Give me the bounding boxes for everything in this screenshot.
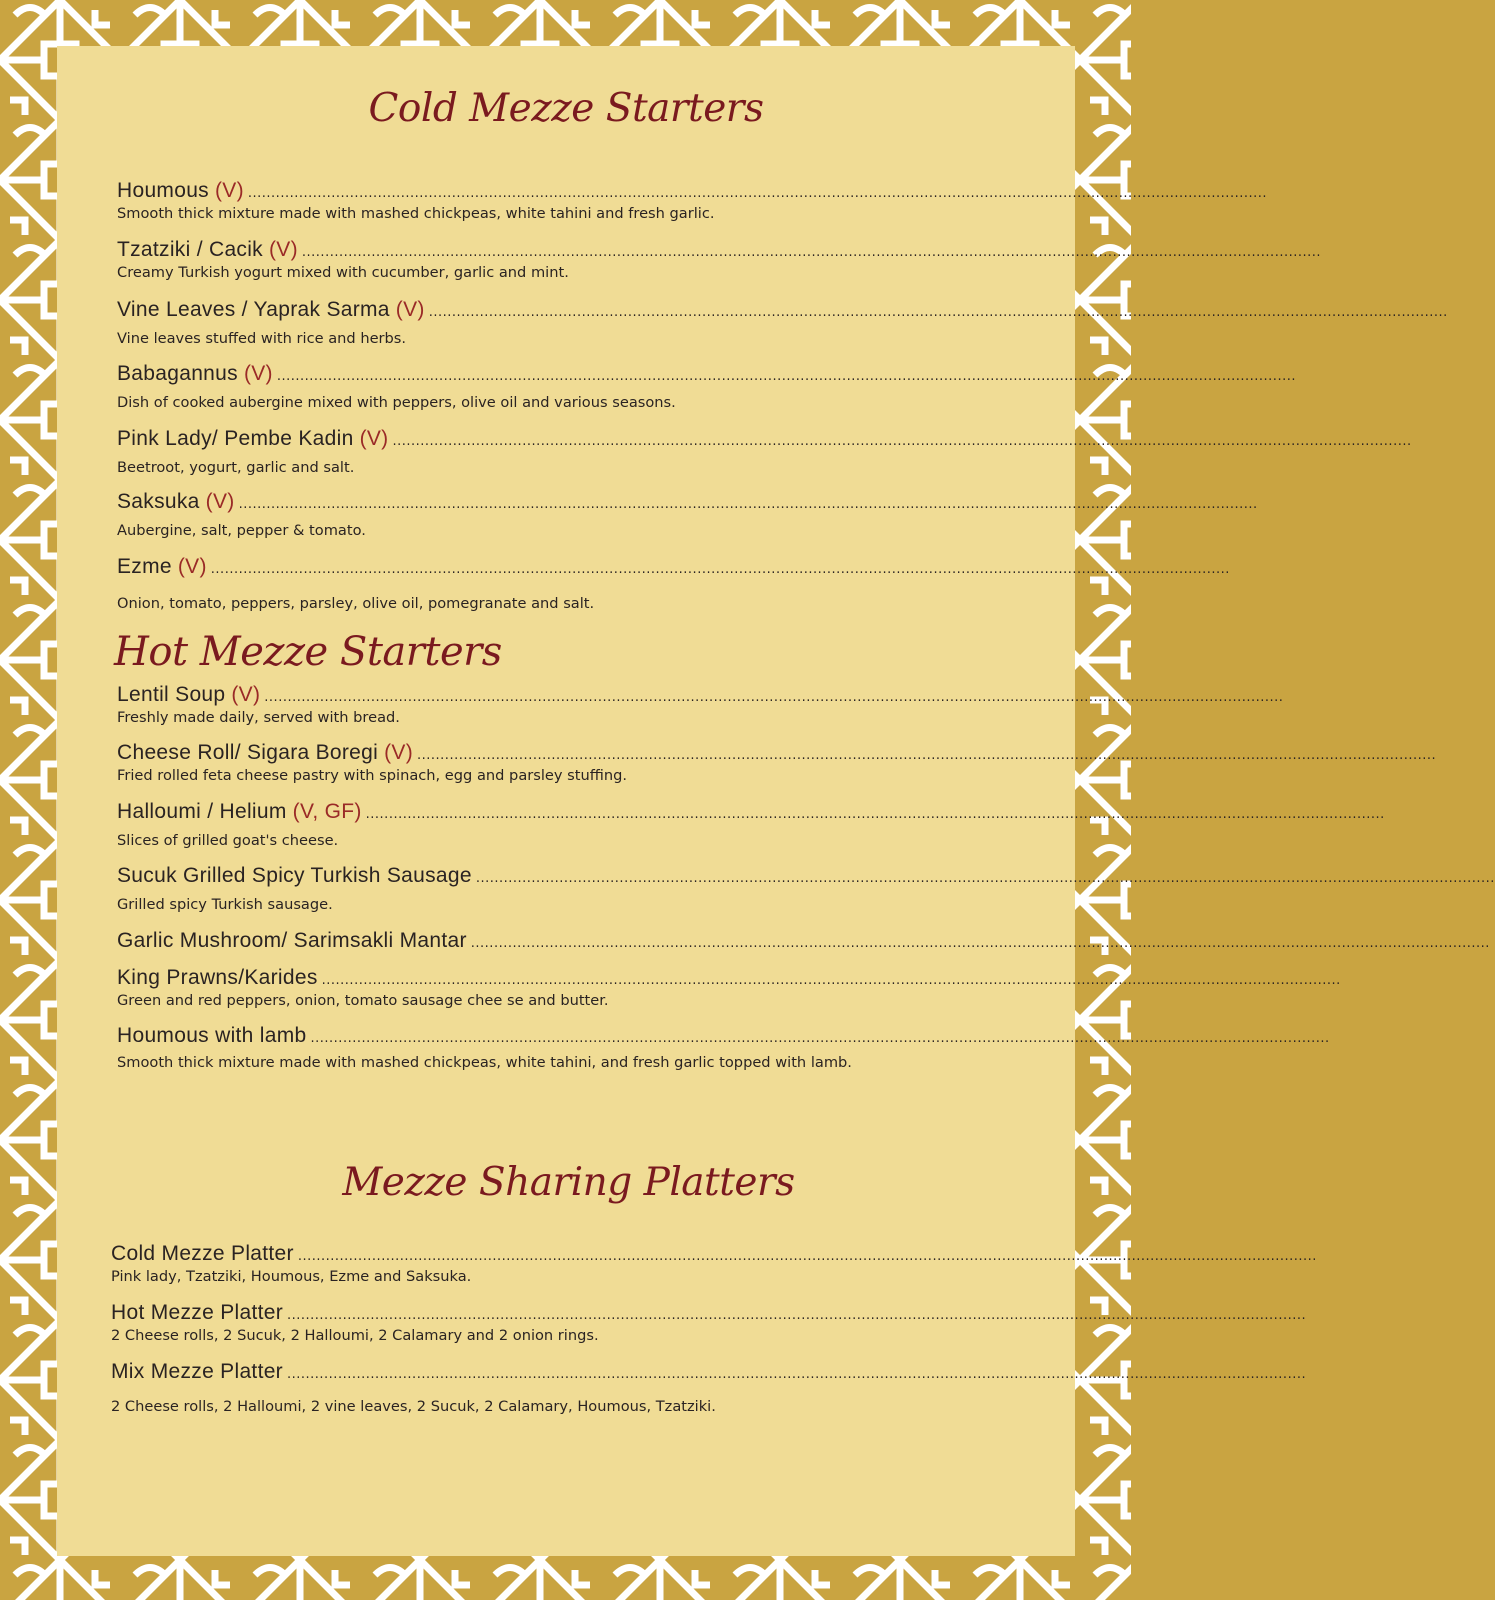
menu-item bbox=[111, 1301, 1307, 1344]
dot-leader: ............................................................................................................................................................................................................................ bbox=[297, 1249, 1317, 1264]
item-name: King Prawns/Karides bbox=[117, 966, 318, 989]
dot-leader: ............................................................................................................................................................................................................................ bbox=[238, 497, 1258, 512]
dot-leader: ............................................................................................................................................................................................................................ bbox=[276, 369, 1296, 384]
dot-leader: ............................................................................................................................................................................................................................ bbox=[417, 748, 1437, 763]
item-name: Vine Leaves / Yaprak Sarma bbox=[117, 298, 390, 321]
item-name: Tzatziki / Cacik bbox=[117, 238, 263, 261]
menu-item bbox=[117, 1024, 1330, 1071]
item-description: Pink lady, Tzatziki, Houmous, Ezme and Saksuka. bbox=[111, 1268, 472, 1285]
dot-leader: ............................................................................................................................................................................................................................ bbox=[321, 973, 1341, 988]
item-description: Beetroot, yogurt, garlic and salt. bbox=[117, 459, 355, 476]
item-name: Cold Mezze Platter bbox=[111, 1242, 294, 1265]
item-name: Lentil Soup bbox=[117, 683, 226, 706]
dot-leader: ............................................................................................................................................................................................................................ bbox=[392, 434, 1412, 449]
menu-item bbox=[117, 683, 1284, 726]
dot-leader: ............................................................................................................................................................................................................................ bbox=[286, 1367, 1307, 1382]
item-name: Mix Mezze Platter bbox=[111, 1360, 283, 1383]
item-tag: (V) bbox=[384, 741, 414, 764]
item-tag: (V) bbox=[243, 362, 273, 385]
item-tag: (V) bbox=[205, 490, 235, 513]
section-title-sharing-platters: Mezze Sharing Platters bbox=[342, 1160, 795, 1205]
item-description: Smooth thick mixture made with mashed chickpeas, white tahini and fresh garlic. bbox=[117, 205, 715, 222]
item-name: Halloumi / Helium bbox=[117, 800, 287, 823]
item-description: Creamy Turkish yogurt mixed with cucumber, garlic and mint. bbox=[117, 264, 569, 281]
dot-leader: ............................................................................................................................................................................................................................ bbox=[301, 245, 1322, 260]
item-description: Freshly made daily, served with bread. bbox=[117, 709, 400, 726]
item-description: Fried rolled feta cheese pastry with spinach, egg and parsley stuffing. bbox=[117, 767, 628, 784]
menu-item bbox=[117, 864, 1495, 913]
dot-leader: ............................................................................................................................................................................................................................ bbox=[264, 690, 1284, 705]
menu-item bbox=[117, 490, 1258, 539]
section-title-cold-mezze: Cold Mezze Starters bbox=[368, 86, 764, 131]
menu-item bbox=[111, 1360, 1307, 1415]
menu-item bbox=[117, 800, 1385, 849]
item-tag: (V) bbox=[359, 427, 389, 450]
menu-item bbox=[117, 298, 1448, 347]
item-name: Saksuka bbox=[117, 490, 200, 513]
item-tag: (V, GF) bbox=[292, 800, 362, 823]
item-description: 2 Cheese rolls, 2 Halloumi, 2 vine leaves, 2 Sucuk, 2 Calamary, Houmous, Tzatziki. bbox=[111, 1398, 716, 1415]
dot-leader: ............................................................................................................................................................................................................................ bbox=[475, 871, 1495, 886]
menu-item bbox=[117, 929, 1490, 953]
section-title-hot-mezze: Hot Mezze Starters bbox=[114, 629, 502, 675]
item-description: Grilled spicy Turkish sausage. bbox=[117, 896, 333, 913]
item-tag: (V) bbox=[269, 238, 298, 261]
menu-item bbox=[117, 179, 1268, 222]
dot-leader: ............................................................................................................................................................................................................................ bbox=[247, 186, 1268, 201]
item-tag: (V) bbox=[177, 555, 207, 578]
item-name: Ezme bbox=[117, 555, 172, 578]
menu-panel bbox=[57, 46, 1495, 1556]
item-description: Aubergine, salt, pepper & tomato. bbox=[117, 522, 366, 539]
item-name: Pink Lady/ Pembe Kadin bbox=[117, 427, 354, 450]
item-name: Sucuk Grilled Spicy Turkish Sausage bbox=[117, 864, 472, 887]
item-description: Vine leaves stuffed with rice and herbs. bbox=[117, 330, 407, 347]
menu-item bbox=[117, 238, 1322, 281]
item-description: Smooth thick mixture made with mashed chickpeas, white tahini, and fresh garlic topped with lamb. bbox=[117, 1054, 852, 1071]
item-description: Slices of grilled goat's cheese. bbox=[117, 832, 339, 849]
item-name: Houmous bbox=[117, 179, 209, 202]
item-name: Houmous with lamb bbox=[117, 1024, 307, 1047]
menu-item bbox=[117, 741, 1437, 784]
item-name: Hot Mezze Platter bbox=[111, 1301, 283, 1324]
dot-leader: ............................................................................................................................................................................................................................ bbox=[428, 305, 1448, 320]
dot-leader: ............................................................................................................................................................................................................................ bbox=[365, 807, 1385, 822]
item-description: Dish of cooked aubergine mixed with peppers, olive oil and various seasons. bbox=[117, 394, 676, 411]
item-description: 2 Cheese rolls, 2 Sucuk, 2 Halloumi, 2 Calamary and 2 onion rings. bbox=[111, 1327, 599, 1344]
menu-item bbox=[117, 427, 1412, 476]
menu-item bbox=[117, 555, 1230, 612]
dot-leader: ............................................................................................................................................................................................................................ bbox=[287, 1308, 1307, 1323]
item-description: Onion, tomato, peppers, parsley, olive oil, pomegranate and salt. bbox=[117, 595, 595, 612]
item-description: Green and red peppers, onion, tomato sausage chee se and butter. bbox=[117, 992, 609, 1009]
item-tag: (V) bbox=[231, 683, 261, 706]
menu-item bbox=[111, 1242, 1317, 1285]
item-name: Garlic Mushroom/ Sarimsakli Mantar bbox=[117, 929, 467, 952]
dot-leader: ............................................................................................................................................................................................................................ bbox=[310, 1031, 1330, 1046]
dot-leader: ............................................................................................................................................................................................................................ bbox=[470, 936, 1490, 951]
item-tag: (V) bbox=[395, 298, 425, 321]
menu-item bbox=[117, 966, 1341, 1009]
item-tag: (V) bbox=[214, 179, 244, 202]
dot-leader: ............................................................................................................................................................................................................................ bbox=[210, 562, 1230, 577]
menu-item bbox=[117, 362, 1296, 411]
item-name: Cheese Roll/ Sigara Boregi bbox=[117, 741, 379, 764]
item-name: Babagannus bbox=[117, 362, 238, 385]
